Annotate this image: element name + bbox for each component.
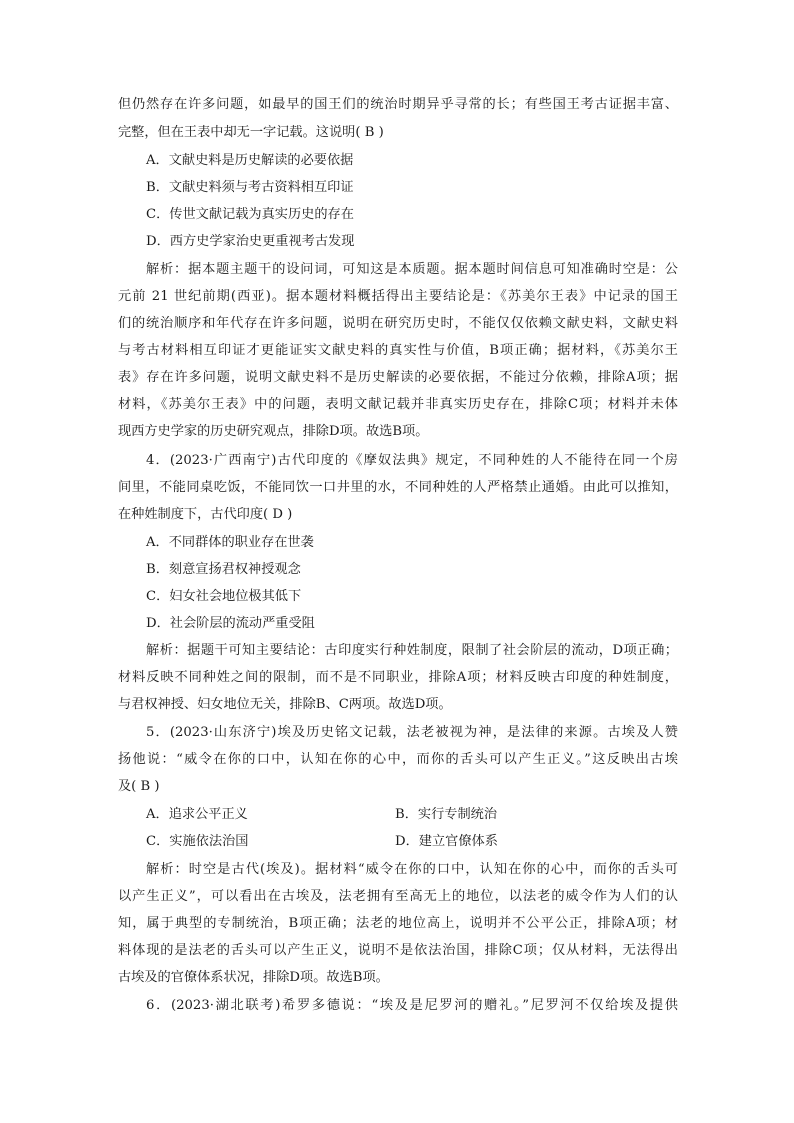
question-4-explanation-line: 材料反映不同种姓之间的限制，而不是不同职业，排除A项；材料反映古印度的种姓制度，	[118, 670, 678, 685]
question-4-stem-line: 间里，不能同桌吃饭，不能同饮一口井里的水，不同种姓的人严格禁止通婚。由此可以推知，	[118, 480, 678, 495]
question-5-option-d: D．建立官僚体系	[395, 834, 498, 849]
question-3-stem-line: 完整，但在王表中却无一字记载。这说明( B )	[118, 125, 384, 140]
question-4-explanation-line: 解析：据题干可知主要结论：古印度实行种姓制度，限制了社会阶层的流动，D项正确；	[146, 643, 678, 658]
question-4-stem-line: 4．(2023·广西南宁)古代印度的《摩奴法典》规定，不同种姓的人不能待在同一个房	[146, 453, 678, 468]
question-4-option-b: B．刻意宣扬君权神授观念	[146, 562, 301, 577]
question-5-explanation-line: 知，属于典型的专制统治，B项正确；法老的地位高上，说明并不公平公正，排除A项；材	[118, 916, 678, 931]
question-5-explanation-line: 解析：时空是古代(埃及)。据材料“威令在你的口中，认知在你的心中，而你的舌头可	[146, 862, 678, 877]
question-3-explanation-line: 现西方史学家的历史研究观点，排除D项。故选B项。	[118, 424, 429, 439]
question-4-option-a: A．不同群体的职业存在世袭	[146, 535, 314, 550]
question-5-option-c: C．实施依法治国	[146, 834, 249, 849]
question-5-stem-line: 及( B )	[118, 779, 160, 794]
question-3-explanation-line: 材料，《苏美尔王表》中的问题，表明文献记载并非真实历史存在，排除C项；材料并未体	[118, 397, 678, 412]
question-5-explanation-line: 古埃及的官僚体系状况，排除D项。故选B项。	[118, 970, 389, 985]
question-5-option-a: A．追求公平正义	[146, 807, 248, 822]
question-5-explanation-line: 以产生正义”，可以看出在古埃及，法老拥有至高无上的地位，以法老的威令作为人们的认	[118, 889, 678, 904]
question-5-stem-line: 5．(2023·山东济宁)埃及历史铭文记载，法老被视为神，是法律的来源。古埃及人赞	[146, 725, 678, 740]
question-4-stem-line: 在种姓制度下，古代印度( D )	[118, 507, 293, 522]
question-4-explanation-line: 与君权神授、妇女地位无关，排除B、C两项。故选D项。	[118, 697, 452, 712]
question-3-explanation-line: 表》存在许多问题，说明文献史料不是历史解读的必要依据，不能过分依赖，排除A项；据	[118, 370, 678, 385]
question-3-option-c: C．传世文献记载为真实历史的存在	[146, 207, 354, 222]
question-3-option-d: D．西方史学家治史更重视考古发现	[146, 234, 355, 249]
question-3-explanation-line: 与考古材料相互印证才更能证实文献史料的真实性与价值，B项正确；据材料，《苏美尔王	[118, 343, 678, 358]
question-3-option-b: B．文献史料须与考古资料相互印证	[146, 180, 354, 195]
question-4-option-d: D．社会阶层的流动严重受阻	[146, 616, 315, 631]
question-5-option-b: B．实行专制统治	[395, 807, 498, 822]
question-5-explanation-line: 料体现的是法老的舌头可以产生正义，说明不是依法治国，排除C项；仅从材料，无法得出	[118, 943, 678, 958]
question-3-option-a: A．文献史料是历史解读的必要依据	[146, 153, 354, 168]
question-6-stem-line: 6．(2023·湖北联考)希罗多德说：“埃及是尼罗河的赠礼。”尼罗河不仅给埃及提供	[146, 998, 678, 1013]
question-5-stem-line: 扬他说：“威令在你的口中，认知在你的心中，而你的舌头可以产生正义。”这反映出古埃	[118, 752, 678, 767]
question-3-explanation-line: 解析：据本题主题干的设问词，可知这是本质题。据本题时间信息可知准确时空是：公	[146, 262, 678, 277]
question-3-stem-line: 但仍然存在许多问题，如最早的国王们的统治时期异乎寻常的长；有些国王考古证据丰富、	[118, 97, 678, 112]
question-4-option-c: C．妇女社会地位极其低下	[146, 589, 302, 604]
question-3-explanation-line: 元前 21 世纪前期(西亚)。据本题材料概括得出主要结论是：《苏美尔王表》中记录的国王	[118, 289, 678, 304]
question-3-explanation-line: 们的统治顺序和年代存在许多问题，说明在研究历史时，不能仅仅依赖文献史料，文献史料	[118, 316, 678, 331]
